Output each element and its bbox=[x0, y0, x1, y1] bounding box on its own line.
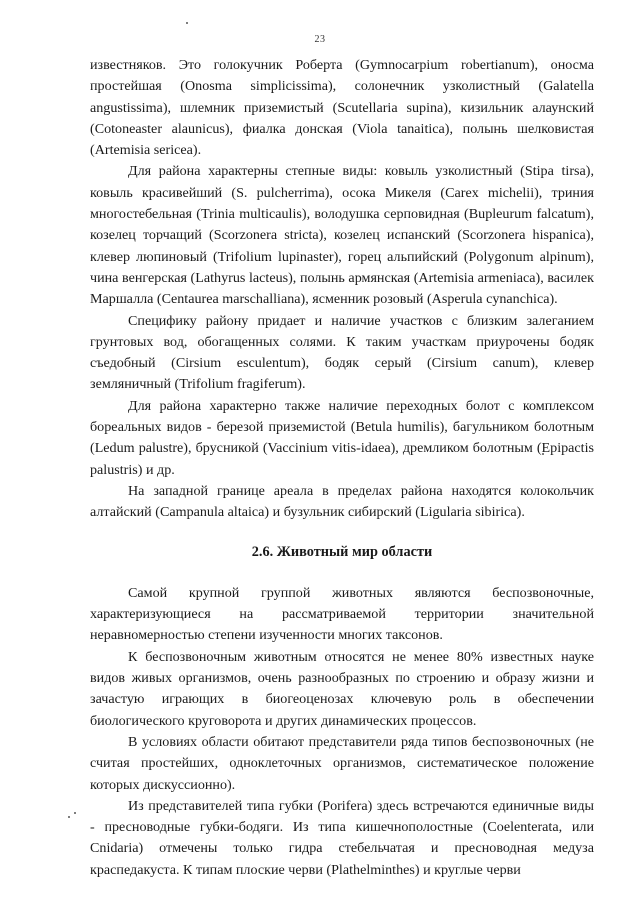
paragraph: В условиях области обитают представители ряда типов беспозвоночных (не считая простейших, одноклеточных организмов, систематическое положение которых дискуссионно). bbox=[90, 733, 594, 793]
paragraph: Для района характерно также наличие переходных болот с комплексом бореальных видов - березой приземистой (Betula humilis), багульником болотным (Ledum palustre), брусникой (Vaccinium vitis-idaea), дремликом болотным (Epipactis palustris) и др. bbox=[90, 397, 594, 478]
scan-speck bbox=[186, 22, 188, 24]
scan-speck bbox=[68, 816, 70, 818]
scan-speck bbox=[74, 812, 76, 814]
page-body bbox=[90, 55, 594, 881]
paragraph: известняков. Это голокучник Роберта (Gymnocarpium robertianum), оносма простейшая (Onosma simplicissima), солонечник узколистный (Galatella angustissima), шлемник приземистый (Scutellaria supina), кизильник алаунский (Cotoneaster alaunicus), фиалка донская (Viola tanaitica), полынь шелковистая (Artemisia sericea). bbox=[90, 57, 594, 159]
paragraph: Самой крупной группой животных являются беспозвоночные, характеризующиеся на рассматриваемой территории значительной неравномерностью степени изученности многих таксонов. bbox=[90, 584, 594, 644]
paragraph: К беспозвоночным животным относятся не менее 80% известных науке видов живых организмов, очень разнообразных по строению и образу жизни и зачастую играющих в биогеоценозах ключевую роль в обеспечении биологического круговорота и других динамических процессов. bbox=[90, 648, 594, 729]
page-number: 23 bbox=[314, 34, 326, 45]
paragraph: На западной границе ареала в пределах района находятся колокольчик алтайский (Campanula altaica) и бузульник сибирский (Ligularia sibirica). bbox=[90, 482, 594, 521]
paragraph: Для района характерны степные виды: ковыль узколистный (Stipa tirsa), ковыль красивейший (S. pulcherrima), осока Микеля (Carex michelii), триния многостебельная (Trinia multicaulis), володушка серповидная (Bupleurum falcatum), козелец торчащий (Scorzonera stricta), козелец испанский (Scorzonera hispanica), клевер люпиновый (Trifolium lupinaster), горец альпийский (Polygonum alpinum), чина венгерская (Lathyrus lacteus), полынь армянская (Artemisia armeniaca), василек Маршалла (Centaurea marschalliana), ясменник розовый (Asperula cynanchica). bbox=[90, 163, 594, 308]
paragraph: Из представителей типа губки (Porifera) здесь встречаются единичные виды - пресноводные губки-бодяги. Из типа кишечнополостные (Coelenterata, или Cnidaria) отмечены только гидра стебельчатая и пресноводная медуза краспедакуста. К типам плоские черви (Plathelminthes) и круглые черви bbox=[90, 797, 594, 878]
section-heading: 2.6. Животный мир области bbox=[251, 543, 433, 560]
paragraph: Специфику району придает и наличие участков с близким залеганием грунтовых вод, обогащенных солями. К таким участкам приурочены бодяк съедобный (Cirsium esculentum), бодяк серый (Cirsium canum), клевер земляничный (Trifolium fragiferum). bbox=[90, 312, 594, 393]
